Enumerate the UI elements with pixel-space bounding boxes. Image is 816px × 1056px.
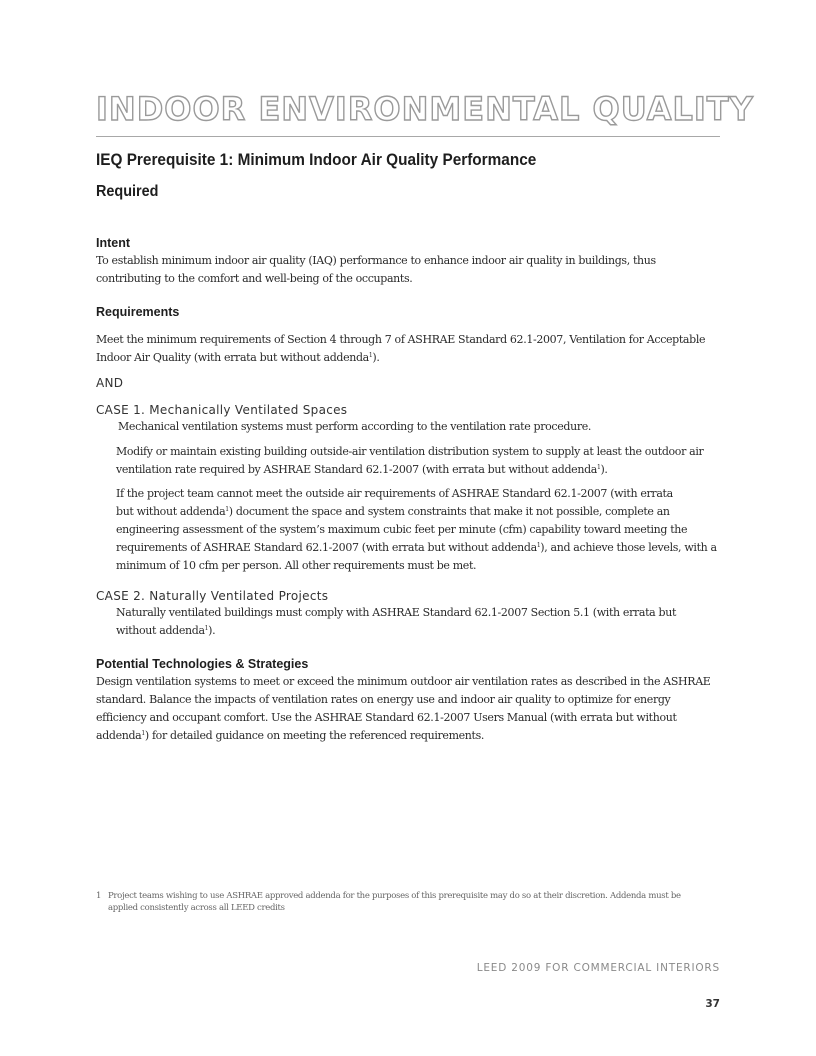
case1-p3-line: minimum of 10 cfm per person. All other requirements must be met. xyxy=(116,559,477,572)
prerequisite-heading: IEQ Prerequisite 1: Minimum Indoor Air Quality Performance xyxy=(96,151,537,169)
case2-line-text: without addenda xyxy=(116,624,205,637)
case1-p3-line xyxy=(116,503,720,521)
case1-p3-line xyxy=(116,539,720,557)
required-label: Required xyxy=(96,183,159,200)
title-divider xyxy=(96,136,720,137)
strategies-heading: Potential Technologies & Strategies xyxy=(96,657,309,671)
case1-p2-line xyxy=(116,461,720,479)
case2-line xyxy=(116,622,720,640)
requirements-line: Meet the minimum requirements of Section 4 through 7 of ASHRAE Standard 62.1-2007, Ventilation for Acceptable xyxy=(96,333,706,346)
intent-line: contributing to the comfort and well-being of the occupants. xyxy=(96,272,413,285)
footnote-reference: 1 xyxy=(536,542,541,549)
case1-p3-line: If the project team cannot meet the outside air requirements of ASHRAE Standard 62.1-2007 (with errata xyxy=(116,487,673,500)
case1-paragraph-3 xyxy=(116,485,720,575)
strategies-line-text: addenda xyxy=(96,729,142,742)
strategies-line: standard. Balance the impacts of ventilation rates on energy use and indoor air quality to optimize for energy xyxy=(96,693,671,706)
intent-line: To establish minimum indoor air quality (IAQ) performance to enhance indoor air quality in buildings, thus xyxy=(96,254,656,267)
case1-p3-line-text: requirements of ASHRAE Standard 62.1-2007 (with errata but without addenda xyxy=(116,541,537,554)
strategies-line: efficiency and occupant comfort. Use the ASHRAE Standard 62.1-2007 Users Manual (with errata but without xyxy=(96,711,677,724)
footnote-reference: 1 xyxy=(204,625,209,632)
case1-p3-line: engineering assessment of the system’s maximum cubic feet per minute (cfm) capability toward meeting the xyxy=(116,523,688,536)
intent-text xyxy=(96,252,720,288)
running-footer: LEED 2009 FOR COMMERCIAL INTERIORS xyxy=(476,962,720,974)
strategies-line-end: ) for detailed guidance on meeting the referenced requirements. xyxy=(144,729,485,742)
case2-label: CASE 2. Naturally Ventilated Projects xyxy=(96,589,329,603)
footnote-reference: 1 xyxy=(225,506,229,513)
case1-p3-line-text: but without addenda xyxy=(116,505,226,518)
case1-paragraph-2 xyxy=(116,443,720,479)
footnote-number: 1 xyxy=(96,891,102,901)
case2-paragraph xyxy=(116,604,720,640)
case1-p2-line-text: ventilation rate required by ASHRAE Standard 62.1-2007 (with errata but without addenda xyxy=(116,463,597,476)
strategies-line: Design ventilation systems to meet or exceed the minimum outdoor air ventilation rates as described in the ASHRAE xyxy=(96,675,711,688)
document-page xyxy=(96,0,754,1056)
case1-paragraph-1: Mechanical ventilation systems must perform according to the ventilation rate procedure. xyxy=(118,420,592,433)
footnote-text xyxy=(108,890,681,914)
and-label: AND xyxy=(96,376,124,390)
case1-p2-line-end: ). xyxy=(600,463,608,476)
intent-heading: Intent xyxy=(96,236,131,250)
case2-line-end: ). xyxy=(208,624,216,637)
case2-line: Naturally ventilated buildings must comply with ASHRAE Standard 62.1-2007 Section 5.1 (with errata but xyxy=(116,606,677,619)
strategies-text xyxy=(96,673,720,745)
footnote-reference: 1 xyxy=(368,352,373,359)
strategies-line xyxy=(96,727,720,745)
page-number: 37 xyxy=(705,998,720,1010)
footnote-line: Project teams wishing to use ASHRAE approved addenda for the purposes of this prerequisite may do so at their discretion. Addenda must be xyxy=(108,891,681,901)
section-title: INDOOR ENVIRONMENTAL QUALITY xyxy=(96,90,754,128)
requirements-line-text: Indoor Air Quality (with errata but without addenda xyxy=(96,351,369,364)
requirements-line-end: ). xyxy=(372,351,380,364)
case1-p3-line-end: ) document the space and system constraints that make it not possible, complete an xyxy=(228,505,670,518)
footnote-line: applied consistently across all LEED credits xyxy=(108,903,285,913)
requirements-text xyxy=(96,331,720,367)
footnote-reference: 1 xyxy=(596,464,601,471)
case1-p3-line-end: ), and achieve those levels, with a xyxy=(540,541,717,554)
case1-label: CASE 1. Mechanically Ventilated Spaces xyxy=(96,403,348,417)
requirements-line xyxy=(96,349,720,367)
requirements-heading: Requirements xyxy=(96,305,180,319)
footnote-reference: 1 xyxy=(141,730,145,737)
case1-p2-line: Modify or maintain existing building outside-air ventilation distribution system to supply at least the outdoor air xyxy=(116,445,704,458)
